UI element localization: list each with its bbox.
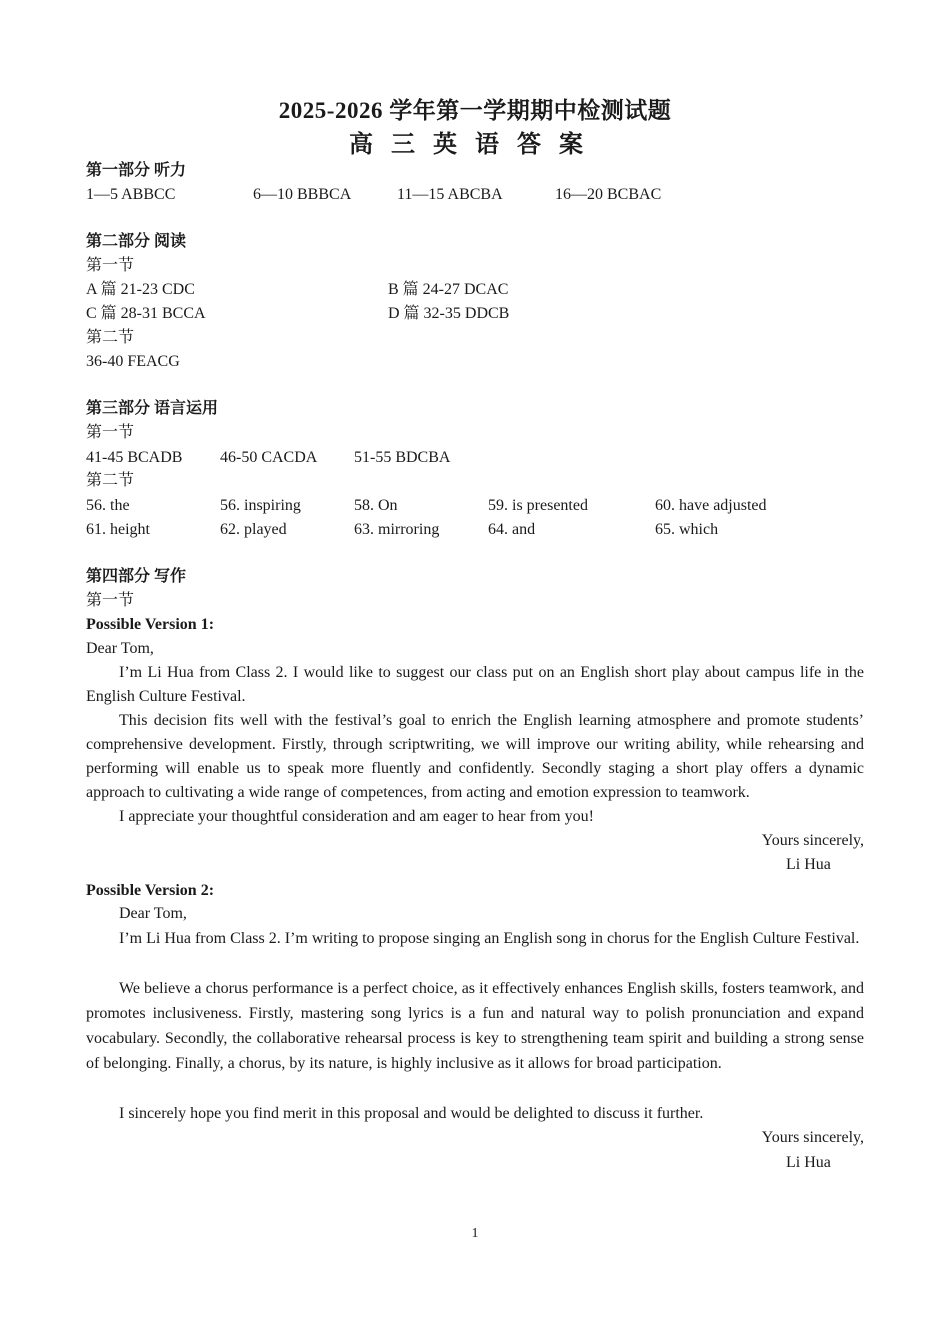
- part1-answer: 16—20 BCBAC: [555, 186, 662, 203]
- grammar-answer: 62. played: [220, 521, 287, 538]
- grammar-answer: 56. the: [86, 497, 130, 514]
- part2-section2-answer: 36-40 FEACG: [86, 353, 180, 370]
- part2-heading: 第二部分 阅读: [86, 233, 187, 250]
- version1-label: Possible Version 1:: [86, 616, 215, 633]
- version2-closing: Yours sincerely,: [761, 1129, 864, 1146]
- version2-paragraph: I sincerely hope you find merit in this proposal and would be delighted to discuss it further.: [119, 1105, 704, 1122]
- part1-answer: 6—10 BBBCA: [253, 186, 352, 203]
- version2-signature: Li Hua: [786, 1154, 831, 1171]
- part3-cloze-answer: 41-45 BCADB: [86, 449, 183, 466]
- part3-cloze-answer: 51-55 BDCBA: [354, 449, 451, 466]
- grammar-answer: 59. is presented: [488, 497, 588, 514]
- part2-section2-label: 第二节: [86, 329, 135, 346]
- version1-paragraph: I’m Li Hua from Class 2. I would like to suggest our class put on an English short play about campus life in the English Culture Festival.: [86, 664, 864, 705]
- version2-paragraph: I’m Li Hua from Class 2. I’m writing to propose singing an English song in chorus for the English Culture Festival.: [119, 930, 860, 947]
- part2-passage-answer: C 篇 28-31 BCCA: [86, 305, 206, 322]
- grammar-answer: 65. which: [655, 521, 719, 538]
- part2-passage-answer: A 篇 21-23 CDC: [86, 281, 195, 298]
- page-title: 2025-2026 学年第一学期期中检测试题: [278, 98, 672, 123]
- part3-heading: 第三部分 语言运用: [86, 400, 219, 417]
- part4-heading: 第四部分 写作: [86, 568, 187, 585]
- version2-label: Possible Version 2:: [86, 882, 215, 899]
- part1-answer: 11—15 ABCBA: [397, 186, 503, 203]
- grammar-answer: 64. and: [488, 521, 536, 538]
- page-number: 1: [471, 1226, 479, 1241]
- version2-paragraph: We believe a chorus performance is a perfect choice, as it effectively enhances English skills, fosters teamwork, and promotes inclusiveness. Firstly, mastering song lyrics is a fun and natural way to polish pronunciation and expand vocabulary. Secondly, the collaborative rehearsal process is key to strengthening team spirit and building a strong sense of belonging. Finally, a chorus, by its nature, is highly inclusive as it allows for broad participation.: [86, 980, 864, 1072]
- grammar-answer: 63. mirroring: [354, 521, 440, 538]
- part3-cloze-answer: 46-50 CACDA: [220, 449, 318, 466]
- part1-answer: 1—5 ABBCC: [86, 186, 176, 203]
- page-subtitle: 高三英语答案: [349, 132, 601, 158]
- part2-passage-answer: D 篇 32-35 DDCB: [388, 305, 510, 322]
- part4-section1-label: 第一节: [86, 592, 135, 609]
- grammar-answer: 56. inspiring: [220, 497, 301, 514]
- part2-passage-answer: B 篇 24-27 DCAC: [388, 281, 509, 298]
- version1-greeting: Dear Tom,: [86, 640, 154, 657]
- part1-heading: 第一部分 听力: [86, 162, 187, 179]
- version1-closing: Yours sincerely,: [761, 832, 864, 849]
- version1-signature: Li Hua: [786, 856, 831, 873]
- version1-paragraph: This decision fits well with the festival’s goal to enrich the English learning atmosphere and promote students’ comprehensive development. Firstly, through scriptwriting, we will improve our writing ability, while rehearsing and performing will enable us to speak more fluently and confidently. Secondly staging a short play offers a dynamic approach to cultivating a wide range of competences, from acting and emotion expression to teamwork.: [86, 712, 864, 801]
- part3-section1-label: 第一节: [86, 424, 135, 441]
- version1-paragraph: I appreciate your thoughtful consideration and am eager to hear from you!: [119, 808, 594, 825]
- grammar-answer: 60. have adjusted: [655, 497, 767, 514]
- part2-section1-label: 第一节: [86, 257, 135, 274]
- version2-greeting: Dear Tom,: [119, 905, 187, 922]
- grammar-answer: 58. On: [354, 497, 398, 514]
- grammar-answer: 61. height: [86, 521, 150, 538]
- part3-section2-label: 第二节: [86, 472, 135, 489]
